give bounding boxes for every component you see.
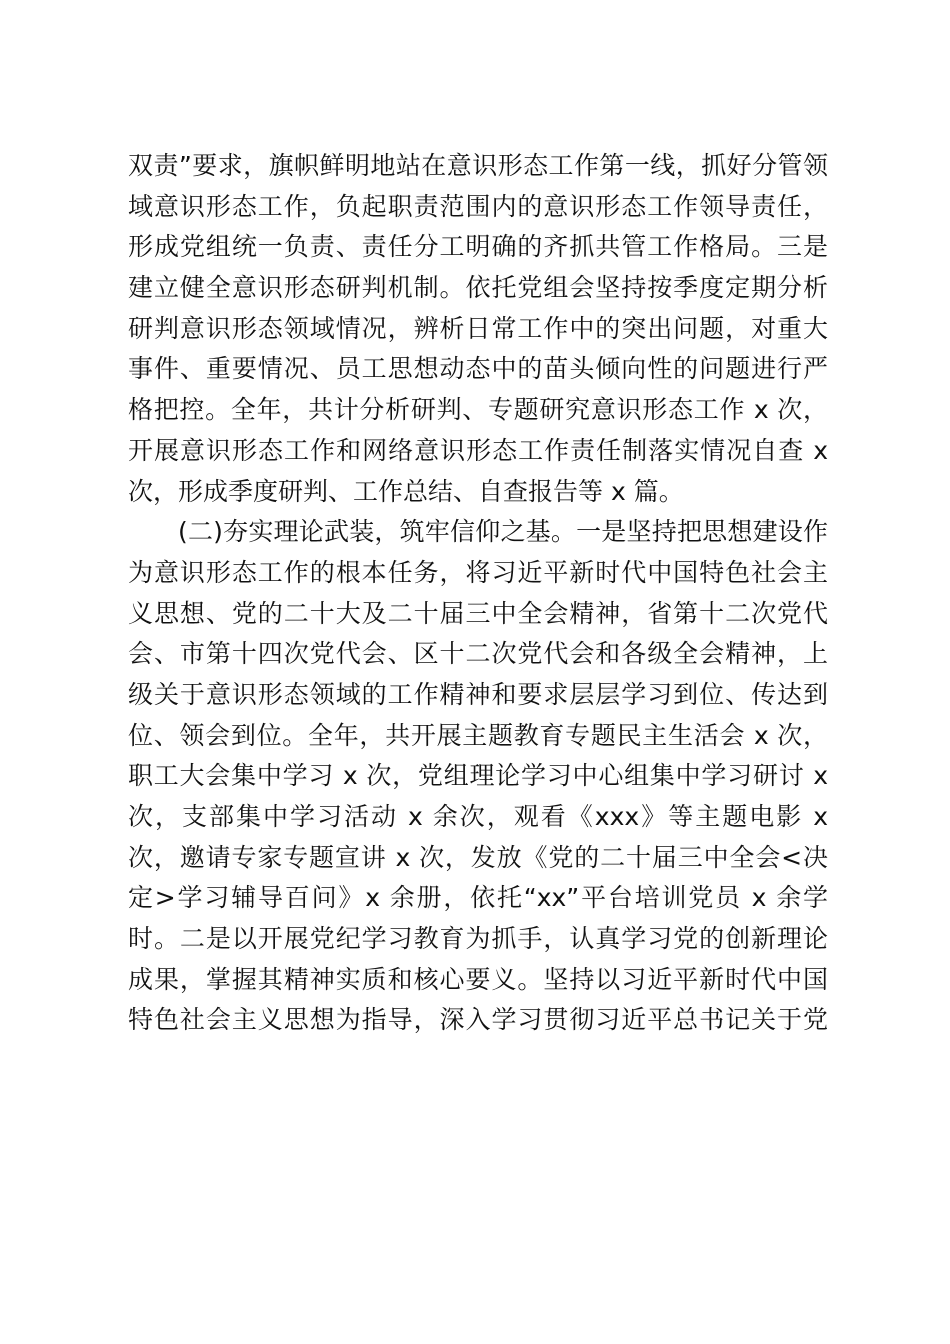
- text-line: 特色社会主义思想为指导，深入学习贯彻习近平总书记关于党: [128, 1005, 828, 1035]
- text-line: 次，邀请专家专题宣讲 x 次，发放《党的二十届三中全会<决: [128, 842, 828, 872]
- text-line: 研判意识形态领域情况，辨析日常工作中的突出问题，对重大: [128, 313, 828, 343]
- text-line: 开展意识形态工作和网络意识形态工作责任制落实情况自查 x: [128, 435, 828, 465]
- text-line: 次，支部集中学习活动 x 余次，观看《xxx》等主题电影 x: [128, 802, 828, 831]
- text-line: 为意识形态工作的根本任务，将习近平新时代中国特色社会主: [128, 557, 828, 587]
- text-line: 时。二是以开展党纪学习教育为抓手，认真学习党的创新理论: [128, 924, 828, 954]
- text-line: 次，形成季度研判、工作总结、自查报告等 x 篇。: [128, 476, 684, 506]
- text-line: 格把控。全年，共计分析研判、专题研究意识形态工作 x 次，: [128, 395, 828, 425]
- text-line: 职工大会集中学习 x 次，党组理论学习中心组集中学习研讨 x: [128, 761, 828, 791]
- text-line: 双责”要求，旗帜鲜明地站在意识形态工作第一线，抓好分管领: [128, 151, 828, 180]
- section-heading-line: (二)夯实理论武装，筑牢信仰之基。一是坚持把思想建设作: [178, 517, 828, 547]
- text-line: 级关于意识形态领域的工作精神和要求层层学习到位、传达到: [128, 679, 828, 709]
- text-line: 位、领会到位。全年，共开展主题教育专题民主生活会 x 次，: [128, 720, 828, 750]
- text-line: 建立健全意识形态研判机制。依托党组会坚持按季度定期分析: [128, 273, 828, 303]
- text-line: 成果，掌握其精神实质和核心要义。坚持以习近平新时代中国: [128, 964, 828, 994]
- text-line: 义思想、党的二十大及二十届三中全会精神，省第十二次党代: [128, 598, 828, 628]
- text-line: 形成党组统一负责、责任分工明确的齐抓共管工作格局。三是: [128, 232, 828, 262]
- text-line: 定>学习辅导百问》x 余册，依托“xx”平台培训党员 x 余学: [128, 883, 828, 913]
- body-text: [128, 146, 828, 1041]
- text-line: 域意识形态工作，负起职责范围内的意识形态工作领导责任，: [128, 191, 828, 221]
- text-line: 事件、重要情况、员工思想动态中的苗头倾向性的问题进行严: [128, 354, 828, 384]
- text-line: 会、市第十四次党代会、区十二次党代会和各级全会精神，上: [128, 639, 828, 669]
